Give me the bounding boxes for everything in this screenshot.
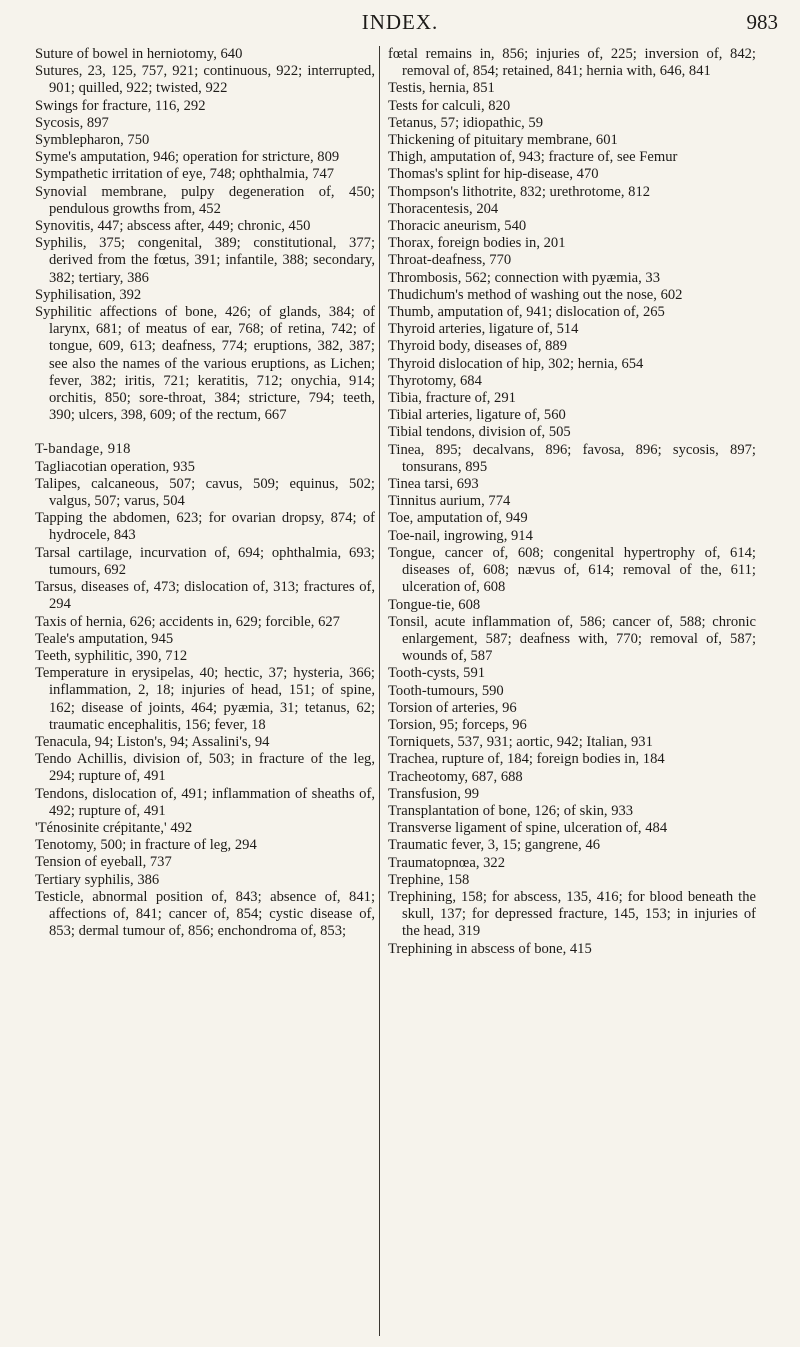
index-entry: Testicle, abnormal position of, 843; absence of, 841; affections of, 841; cancer of, 854; cystic disease of, 853; dermal tumour of, 856; enchondroma of, 853;: [35, 888, 375, 940]
index-entry: Tibia, fracture of, 291: [388, 390, 516, 407]
column-divider: [379, 46, 380, 1336]
index-entry: Tarsus, diseases of, 473; dislocation of, 313; fractures of, 294: [35, 579, 375, 613]
index-entry: Temperature in erysipelas, 40; hectic, 37; hysteria, 366; inflammation, 2, 18; injuries of head, 151; of spine, 162; disease of joints, 464; pyæmia, 31; tetanus, 62; traumatic encephalitis, 156; fever, 18: [35, 665, 375, 733]
index-entry: Trephining, 158; for abscess, 135, 416; for blood beneath the skull, 137; for depressed fracture, 145, 153; in injuries of the head, 319: [388, 888, 756, 940]
page-number: 983: [746, 10, 778, 34]
index-entry: Toe, amputation of, 949: [388, 510, 528, 527]
right-column: [388, 46, 756, 1337]
index-entry: Syphilitic affections of bone, 426; of glands, 384; of larynx, 681; of meatus of ear, 768; of retina, 742; of tongue, 609, 613; deafness, 774; eruptions, 382, 387; see also the names of the various eruptions, as Lichen; fever, 382; iritis, 721; keratitis, 712; onychia, 914; orchitis, 850; sore-throat, 384; stricture, 794; teeth, 390; ulcers, 398, 609; of the rectum, 667: [35, 304, 375, 424]
index-entry: Swings for fracture, 116, 292: [35, 97, 206, 114]
index-entry: Talipes, calcaneous, 507; cavus, 509; equinus, 502; valgus, 507; varus, 504: [35, 475, 375, 510]
index-entry: Torniquets, 537, 931; aortic, 942; Italian, 931: [388, 734, 653, 751]
index-entry: Transplantation of bone, 126; of skin, 933: [388, 802, 634, 819]
index-entry: Toe-nail, ingrowing, 914: [388, 527, 533, 544]
index-entry: Tendons, dislocation of, 491; inflammation of sheaths of, 492; rupture of, 491: [35, 785, 375, 819]
index-entry: Tinnitus aurium, 774: [388, 493, 511, 510]
index-entry: T-bandage, 918: [35, 441, 131, 458]
index-entry: Sutures, 23, 125, 757, 921; continuous, 922; interrupted, 901; quilled, 922; twisted, 922: [35, 63, 375, 97]
page-title: INDEX.: [361, 10, 439, 34]
index-entry: Suture of bowel in herniotomy, 640: [35, 46, 243, 62]
index-entry: Thyroid dislocation of hip, 302; hernia, 654: [388, 355, 644, 372]
index-entry: Trephining in abscess of bone, 415: [388, 940, 592, 957]
index-entry: Tertiary syphilis, 386: [35, 871, 160, 888]
index-entry: Thyroid body, diseases of, 889: [388, 338, 568, 355]
index-entry: Thrombosis, 562; connection with pyæmia, 33: [388, 269, 660, 286]
index-entry: Traumatopnœa, 322: [388, 854, 506, 871]
index-entry: Teale's amputation, 945: [35, 630, 174, 647]
index-entry: Synovitis, 447; abscess after, 449; chronic, 450: [35, 218, 311, 235]
index-entry: Transverse ligament of spine, ulceration of, 484: [388, 820, 668, 837]
index-entry: Thudichum's method of washing out the nose, 602: [388, 286, 683, 303]
index-entry: Tracheotomy, 687, 688: [388, 768, 523, 785]
index-entry: Thorax, foreign bodies in, 201: [388, 235, 566, 252]
index-entry: Tendo Achillis, division of, 503; in fracture of the leg, 294; rupture of, 491: [35, 751, 375, 785]
running-head: [0, 10, 800, 36]
index-entry: Syphilis, 375; congenital, 389; constitutional, 377; derived from the fœtus, 391; infantile, 388; secondary, 382; tertiary, 386: [35, 235, 375, 286]
index-entry: Thyrotomy, 684: [388, 372, 482, 389]
index-entry: Syme's amputation, 946; operation for stricture, 809: [35, 149, 340, 166]
index-entry: Thumb, amputation of, 941; dislocation of, 265: [388, 304, 665, 321]
left-column: [35, 46, 375, 1337]
index-entry: Tooth-cysts, 591: [388, 665, 486, 682]
index-entry: Trachea, rupture of, 184; foreign bodies in, 184: [388, 751, 665, 768]
index-entry: Tibial tendons, division of, 505: [388, 424, 571, 441]
index-entry: Tenacula, 94; Liston's, 94; Assalini's, 94: [35, 733, 270, 750]
index-entry: Tarsal cartilage, incurvation of, 694; ophthalmia, 693; tumours, 692: [35, 544, 375, 578]
index-entry: Transfusion, 99: [388, 785, 480, 802]
index-entry: Tagliacotian operation, 935: [35, 458, 195, 475]
index-entry: Tension of eyeball, 737: [35, 854, 172, 871]
index-entry: Tongue, cancer of, 608; congenital hypertrophy of, 614; diseases of, 608; nævus of, 614; removal of the, 611; ulceration of, 608: [388, 544, 756, 596]
index-entry: Syphilisation, 392: [35, 286, 142, 303]
index-entry: Taxis of hernia, 626; accidents in, 629; forcible, 627: [35, 613, 340, 630]
index-entry: Sycosis, 897: [35, 114, 109, 131]
index-entry: Tibial arteries, ligature of, 560: [388, 407, 566, 424]
index-entry: Symblepharon, 750: [35, 132, 150, 149]
index-entry: Torsion of arteries, 96: [388, 699, 517, 716]
index-entry: Torsion, 95; forceps, 96: [388, 716, 527, 733]
index-entry: Thomas's splint for hip-disease, 470: [388, 166, 599, 183]
index-entry: Thoracentesis, 204: [388, 200, 499, 217]
index-entry: Thickening of pituitary membrane, 601: [388, 132, 618, 149]
index-entry: Trephine, 158: [388, 871, 470, 888]
index-entry: Testis, hernia, 851: [388, 80, 495, 97]
index-entry: Thompson's lithotrite, 832; urethrotome, 812: [388, 183, 651, 200]
index-entry: Tapping the abdomen, 623; for ovarian dropsy, 874; of hydrocele, 843: [35, 510, 375, 544]
index-entry: Tenotomy, 500; in fracture of leg, 294: [35, 837, 257, 854]
index-entry: fœtal remains in, 856; injuries of, 225; inversion of, 842; removal of, 854; retained, 841; hernia with, 646, 841: [388, 46, 756, 80]
index-entry: Sympathetic irritation of eye, 748; ophthalmia, 747: [35, 166, 335, 183]
index-entry: Tinea tarsi, 693: [388, 476, 479, 493]
index-entry: Tonsil, acute inflammation of, 586; cancer of, 588; chronic enlargement, 587; deafness with, 770; removal of, 587; wounds of, 587: [388, 613, 756, 665]
index-entry: Tongue-tie, 608: [388, 596, 481, 613]
index-entry: Thigh, amputation of, 943; fracture of, see Femur: [388, 149, 678, 166]
index-entry: Tests for calculi, 820: [388, 97, 511, 114]
index-entry: Tinea, 895; decalvans, 896; favosa, 896; sycosis, 897; tonsurans, 895: [388, 441, 756, 475]
index-entry: 'Ténosinite crépitante,' 492: [35, 819, 193, 836]
index-entry: Tooth-tumours, 590: [388, 682, 504, 699]
index-entry: Traumatic fever, 3, 15; gangrene, 46: [388, 837, 601, 854]
index-entry: Thoracic aneurism, 540: [388, 218, 527, 235]
index-entry: Thyroid arteries, ligature of, 514: [388, 321, 579, 338]
index-entry: Synovial membrane, pulpy degeneration of, 450; pendulous growths from, 452: [35, 183, 375, 217]
index-entry: Tetanus, 57; idiopathic, 59: [388, 114, 544, 131]
index-entry: Throat-deafness, 770: [388, 252, 512, 269]
index-entry: Teeth, syphilitic, 390, 712: [35, 647, 188, 664]
